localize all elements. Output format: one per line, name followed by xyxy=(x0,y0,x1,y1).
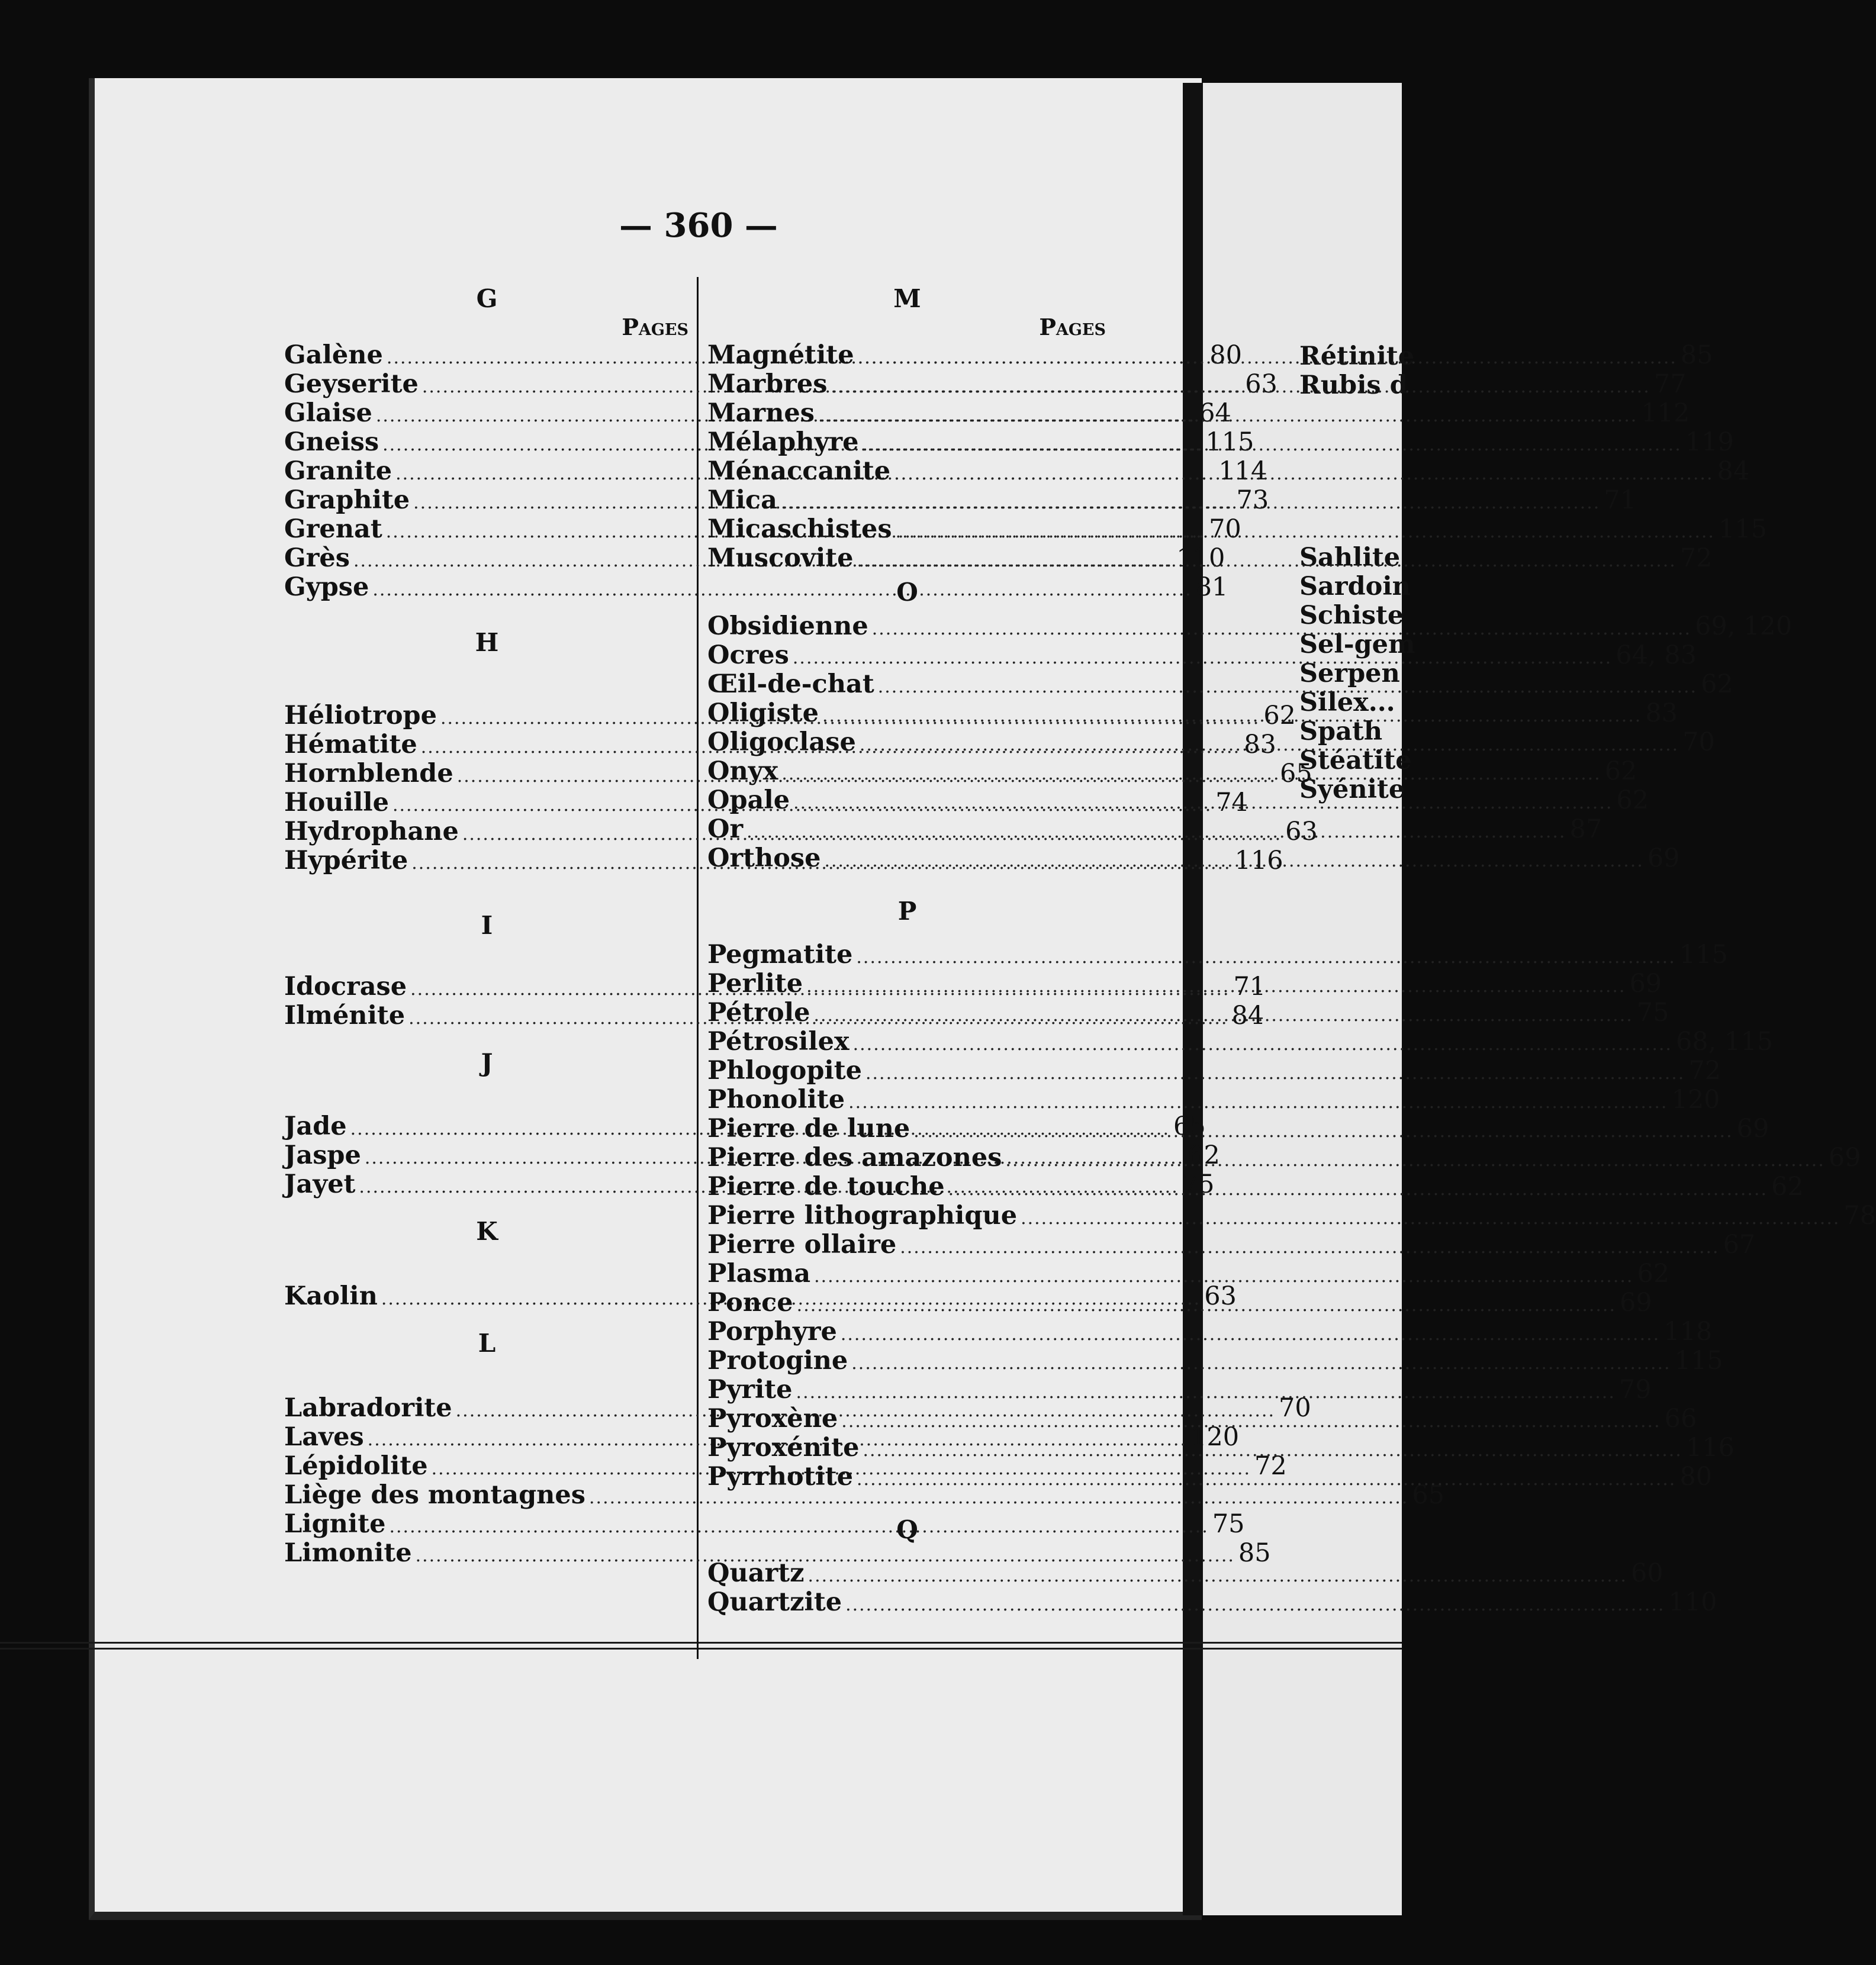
entry-pages: 120 xyxy=(1190,1422,1240,1452)
entry-pages: 71 xyxy=(1233,972,1266,1001)
entry-name: Or xyxy=(707,814,744,844)
entry-name: Ponce xyxy=(707,1288,793,1317)
entry-name: Idocrase xyxy=(284,972,407,1001)
section-letter: P xyxy=(897,897,917,926)
entry-name: Phonolite xyxy=(707,1085,845,1114)
entry-pages: 70 xyxy=(1209,514,1241,544)
entry-name: Magnétite xyxy=(707,340,854,370)
entry-name: Perlite xyxy=(707,969,803,998)
leader-dots xyxy=(841,1407,1661,1436)
leader-dots xyxy=(860,730,1679,759)
entry-pages: 69 xyxy=(1629,969,1662,998)
entry-name: Gneiss xyxy=(284,427,379,457)
entry-name: Protogine xyxy=(707,1346,848,1376)
entry-name: Pyroxénite xyxy=(707,1433,860,1463)
entry-pages: 62 xyxy=(1771,1172,1804,1201)
entry-pages: 65 xyxy=(1280,759,1312,788)
entry-name: Jayet xyxy=(284,1170,356,1199)
entry-name: Opale xyxy=(707,785,790,815)
entry-name: Muscovite xyxy=(707,543,854,573)
entry-name: Obsidienne xyxy=(707,611,868,641)
section-letter: Q xyxy=(896,1515,918,1544)
entry-pages: 72 xyxy=(1254,1451,1287,1481)
entry-pages: 83 xyxy=(1645,698,1678,728)
leader-dots xyxy=(900,1233,1719,1262)
leader-dots xyxy=(894,456,1713,488)
entry-name: Ménaccanite xyxy=(707,456,891,486)
entry-name: Pétrosilex xyxy=(707,1027,849,1056)
entry-name: Kaolin xyxy=(284,1281,378,1311)
entry-name: Lignite xyxy=(284,1509,386,1539)
entry-name: Pierre des amazones xyxy=(707,1143,1002,1172)
index-entry xyxy=(284,1538,1271,1568)
page-number: — 360 — xyxy=(619,206,778,245)
leader-dots xyxy=(863,1436,1682,1465)
entry-name: Œil-de-chat xyxy=(707,669,874,699)
leader-dots xyxy=(872,614,1691,643)
entry-name: Hypérite xyxy=(284,846,408,875)
entry-pages: 72 xyxy=(1688,1056,1721,1085)
section-letter: J xyxy=(481,1048,493,1077)
leader-dots xyxy=(818,398,1637,430)
entry-name: Geyserite xyxy=(284,369,419,399)
entry-pages: 87 xyxy=(1569,814,1603,844)
entry-name: Lépidolite xyxy=(284,1451,428,1481)
index-entry xyxy=(284,1480,1445,1510)
entry-pages: 118 xyxy=(1663,1317,1713,1346)
entry-name: Hornblende xyxy=(284,759,453,788)
entry-pages: 66 xyxy=(1664,1404,1697,1434)
entry-name: Marbres xyxy=(707,369,828,399)
leader-dots xyxy=(1021,1204,1840,1233)
entry-name: Granite xyxy=(284,456,392,486)
entry-name: Ocres xyxy=(707,640,789,670)
entry-pages: 84 xyxy=(1717,456,1750,486)
entry-pages: 75 xyxy=(1182,1170,1215,1199)
entry-pages: 65 xyxy=(1173,1112,1206,1141)
leader-dots xyxy=(808,1561,1627,1590)
section-letter: G xyxy=(476,284,498,313)
leader-dots xyxy=(857,1465,1676,1494)
entry-name: Oligoclase xyxy=(707,727,856,757)
leader-dots xyxy=(831,369,1650,401)
entry-pages: 63 xyxy=(1204,1281,1237,1311)
entry-pages: 60 xyxy=(1630,1558,1663,1588)
entry-name: Hématite xyxy=(284,730,417,759)
leader-dots xyxy=(1005,1146,1824,1175)
list-item: Syénite xyxy=(1299,775,1405,804)
entry-pages: 62 xyxy=(1188,1141,1220,1170)
entry-pages: 64, 83 xyxy=(1616,640,1697,670)
index-entry xyxy=(284,1509,1245,1539)
entry-pages: 75 xyxy=(1212,1509,1245,1539)
entry-pages: 73 xyxy=(1236,485,1269,515)
entry-name: Plasma xyxy=(707,1259,811,1288)
index-entry xyxy=(707,1375,1652,1405)
entry-pages: 81 xyxy=(1195,572,1228,602)
entry-name: Pierre ollaire xyxy=(707,1230,897,1259)
entry-pages: 84 xyxy=(1231,1001,1264,1030)
list-item: Silex... xyxy=(1299,688,1395,717)
entry-pages: 78 xyxy=(1843,1201,1876,1230)
entry-pages: 71 xyxy=(1604,485,1637,515)
entry-name: Quartzite xyxy=(707,1587,842,1617)
entry-pages: 68, 115 xyxy=(1675,1027,1774,1056)
entry-pages: 85 xyxy=(1238,1538,1271,1568)
entry-name: Jaspe xyxy=(284,1141,361,1170)
entry-pages: 85 xyxy=(1680,340,1713,370)
leader-dots xyxy=(813,1001,1633,1030)
entry-pages: 116 xyxy=(1685,1433,1735,1463)
index-entry xyxy=(707,1027,1774,1056)
leader-dots xyxy=(793,643,1612,672)
entry-name: Laves xyxy=(284,1422,364,1452)
entry-name: Onyx xyxy=(707,756,778,786)
entry-pages: 112 xyxy=(1641,398,1690,428)
entry-pages: 110 xyxy=(1176,543,1225,573)
entry-pages: 75 xyxy=(1636,998,1669,1027)
leader-dots xyxy=(878,672,1697,701)
entry-name: Pétrole xyxy=(707,998,810,1027)
section-letter: L xyxy=(478,1329,496,1358)
leader-dots xyxy=(848,1088,1668,1117)
entry-pages: 65 xyxy=(1412,1480,1445,1510)
entry-pages: 62 xyxy=(1637,1259,1670,1288)
entry-name: Houille xyxy=(284,788,389,817)
leader-dots xyxy=(781,759,1601,788)
leader-dots xyxy=(948,1175,1768,1204)
leader-dots xyxy=(853,1030,1672,1059)
entry-name: Galène xyxy=(284,340,383,370)
leader-dots xyxy=(797,1291,1616,1320)
entry-pages: 115 xyxy=(1718,514,1768,544)
entry-pages: 63 xyxy=(1245,369,1278,399)
leader-dots xyxy=(814,1262,1633,1291)
entry-name: Héliotrope xyxy=(284,701,437,730)
entry-name: Pyrite xyxy=(707,1375,793,1405)
entry-name: Pegmatite xyxy=(707,940,853,969)
leader-dots xyxy=(796,1378,1616,1407)
entry-pages: 69 xyxy=(1620,1288,1652,1317)
entry-name: Orthose xyxy=(707,843,821,873)
leader-dots xyxy=(862,427,1681,459)
entry-pages: 110 xyxy=(1668,1587,1717,1617)
entry-name: Jade xyxy=(284,1112,347,1141)
entry-name: Pyroxène xyxy=(707,1404,838,1434)
section-letter: I xyxy=(481,911,493,940)
entry-name: Graphite xyxy=(284,485,410,515)
entry-name: Oligiste xyxy=(707,698,819,728)
list-item: Schiste xyxy=(1299,601,1404,630)
entry-pages: 62 xyxy=(1604,756,1637,786)
entry-name: Grès xyxy=(284,543,350,573)
entry-pages: 119 xyxy=(1685,427,1734,457)
entry-name: Pierre lithographique xyxy=(707,1201,1018,1230)
leader-dots xyxy=(865,1059,1685,1088)
entry-name: Ilménite xyxy=(284,1001,406,1030)
leader-dots xyxy=(824,846,1643,875)
entry-pages: 69, 120 xyxy=(1695,611,1793,641)
entry-pages: 74 xyxy=(1215,788,1248,817)
section-letter: H xyxy=(475,628,499,657)
list-item: Stéatite xyxy=(1299,746,1412,775)
entry-pages: 62 xyxy=(1263,701,1296,730)
leader-dots xyxy=(841,1320,1660,1349)
index-entry xyxy=(707,1056,1721,1085)
index-entry xyxy=(707,1317,1713,1346)
index-entry xyxy=(707,1346,1723,1376)
entry-pages: 83 xyxy=(1244,730,1276,759)
entry-pages: 62 xyxy=(1616,785,1649,815)
entry-pages: 114 xyxy=(1218,456,1267,486)
index-entry xyxy=(284,572,1228,602)
index-entry xyxy=(707,1230,1756,1259)
entry-pages: 69 xyxy=(1828,1143,1861,1172)
entry-name: Pierre de touche xyxy=(707,1172,945,1201)
entry-name: Porphyre xyxy=(707,1317,837,1346)
entry-name: Grenat xyxy=(284,514,382,544)
entry-name: Marnes xyxy=(707,398,815,428)
list-item: Spath xyxy=(1299,717,1383,746)
list-item: Sahlite xyxy=(1299,543,1401,572)
entry-name: Pyrrhotite xyxy=(707,1462,853,1492)
index-entry xyxy=(707,940,1728,969)
entry-pages: 67 xyxy=(1723,1230,1756,1259)
leader-dots xyxy=(858,340,1677,372)
entry-pages: 115 xyxy=(1674,1346,1723,1376)
list-item: Rétinite xyxy=(1299,342,1415,371)
scan-line xyxy=(0,1642,1402,1644)
entry-pages: 70 xyxy=(1682,727,1715,757)
entry-pages: 120 xyxy=(1671,1085,1720,1114)
list-item: Serpen xyxy=(1299,659,1400,688)
list-item: Sel-gem xyxy=(1299,630,1415,659)
leader-dots xyxy=(896,514,1715,546)
index-entry xyxy=(707,1558,1663,1588)
entry-pages: 69 xyxy=(1647,843,1680,873)
index-entry xyxy=(707,1259,1670,1288)
index-entry xyxy=(707,1085,1720,1114)
leader-dots xyxy=(913,1117,1733,1146)
leader-dots xyxy=(781,485,1600,517)
entry-name: Hydrophane xyxy=(284,817,459,846)
leader-dots xyxy=(845,1590,1665,1619)
entry-name: Liège des montagnes xyxy=(284,1480,585,1510)
entry-name: Quartz xyxy=(707,1558,805,1588)
entry-pages: 72 xyxy=(1679,543,1713,573)
entry-pages: 115 xyxy=(1679,940,1728,969)
pages-header: Pages xyxy=(1039,314,1106,340)
list-item: Sardoin xyxy=(1299,572,1411,601)
scan-line xyxy=(0,1648,1402,1650)
entry-pages: 70 xyxy=(1278,1393,1311,1423)
entry-name: Limonite xyxy=(284,1538,412,1568)
entry-name: Micaschistes xyxy=(707,514,892,544)
entry-name: Phlogopite xyxy=(707,1056,862,1085)
entry-pages: 115 xyxy=(1205,427,1254,457)
index-entry xyxy=(707,1201,1876,1230)
entry-pages: 77 xyxy=(1653,369,1687,399)
leader-dots xyxy=(793,788,1613,817)
entry-pages: 79 xyxy=(1618,1375,1652,1405)
entry-name: Gypse xyxy=(284,572,369,602)
leader-dots xyxy=(857,543,1676,575)
entry-pages: 62 xyxy=(1701,669,1733,699)
leader-dots xyxy=(746,817,1566,846)
leader-dots xyxy=(851,1349,1671,1378)
entry-pages: 69 xyxy=(1736,1114,1769,1143)
entry-pages: 116 xyxy=(1234,846,1283,875)
pages-header: Pages xyxy=(622,314,688,340)
section-letter: M xyxy=(893,284,921,313)
entry-name: Mélaphyre xyxy=(707,427,859,457)
entry-pages: 80 xyxy=(1209,340,1242,370)
entry-name: Glaise xyxy=(284,398,372,428)
leader-dots xyxy=(856,943,1675,972)
entry-name: Labradorite xyxy=(284,1393,452,1423)
leader-dots xyxy=(806,972,1626,1001)
entry-pages: 80 xyxy=(1679,1462,1713,1492)
section-letter: K xyxy=(476,1217,498,1246)
list-item: Rubis d xyxy=(1299,371,1408,400)
entry-pages: 64 xyxy=(1199,398,1231,428)
section-letter: O xyxy=(896,578,918,607)
entry-pages: 63 xyxy=(1285,817,1318,846)
entry-name: Mica xyxy=(707,485,777,515)
index-entry xyxy=(707,1587,1717,1617)
entry-name: Pierre de lune xyxy=(707,1114,910,1143)
leader-dots xyxy=(822,701,1642,730)
